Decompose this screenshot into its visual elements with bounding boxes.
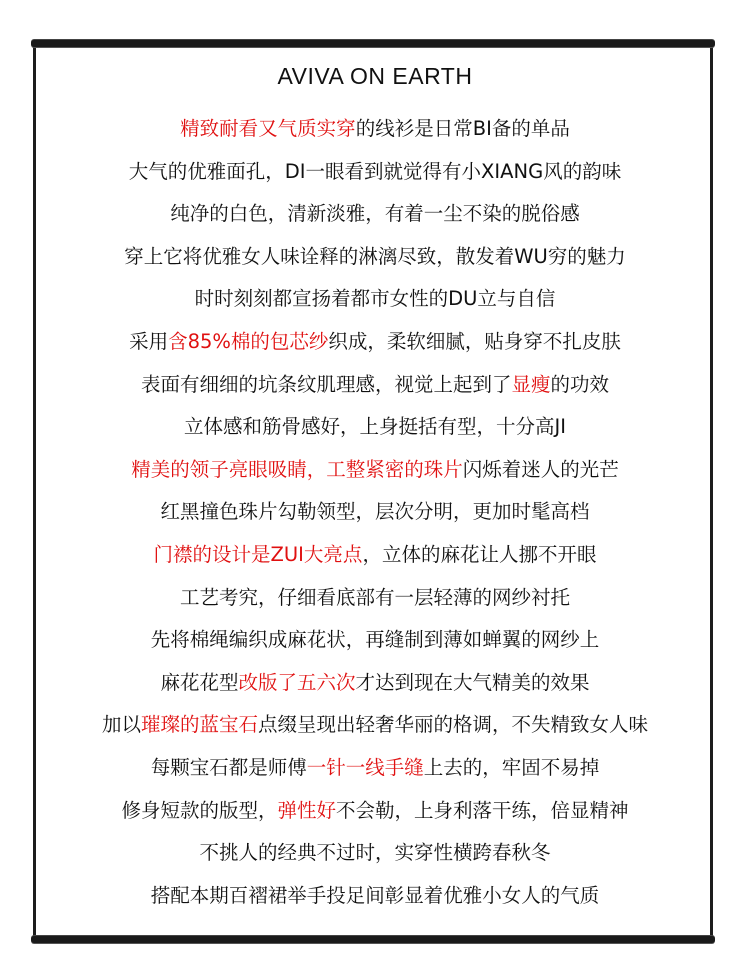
highlighted-text: 显瘦	[511, 372, 551, 396]
text-line	[0, 364, 750, 407]
highlighted-text: 一针一线手缝	[306, 755, 424, 779]
top-border-rule	[31, 40, 715, 47]
highlighted-text: 弹性好	[277, 798, 336, 822]
description-lines	[0, 108, 750, 917]
bottom-border-rule	[31, 936, 715, 943]
body-text: 上去的，牢固不易掉	[423, 755, 600, 779]
text-line	[0, 449, 750, 492]
text-line	[0, 108, 750, 151]
body-text: 立体感和筋骨感好，上身挺括有型，十分高JI	[183, 415, 566, 439]
body-text: 加以	[101, 713, 141, 737]
text-line	[0, 193, 750, 236]
body-text: 才达到现在大气精美的效果	[355, 670, 590, 694]
document-title: AVIVA ON EARTH	[277, 63, 473, 89]
highlighted-text: 璀璨的蓝宝石	[140, 713, 258, 737]
body-text: 修身短款的版型，	[121, 798, 278, 822]
body-text: 搭配本期百褶裙举手投足间彰显着优雅小女人的气质	[150, 883, 600, 907]
body-text: 麻花花型	[160, 670, 239, 694]
text-line	[0, 406, 750, 449]
text-line	[0, 832, 750, 875]
body-text: 织成，柔软细腻，贴身穿不扎皮肤	[328, 329, 621, 353]
text-line	[0, 321, 750, 364]
text-line	[0, 875, 750, 918]
body-text: 采用	[129, 329, 169, 353]
text-line	[0, 236, 750, 279]
text-line	[0, 534, 750, 577]
text-line	[0, 662, 750, 705]
body-text: 大气的优雅面孔，DI一眼看到就觉得有小XIANG风的韵味	[128, 159, 622, 183]
text-line	[0, 278, 750, 321]
body-text: ，立体的麻花让人挪不开眼	[362, 542, 597, 566]
text-line	[0, 151, 750, 194]
highlighted-text: 门襟的设计是ZUI大亮点	[153, 542, 363, 566]
text-line	[0, 577, 750, 620]
text-line	[0, 491, 750, 534]
body-text: 工艺考究，仔细看底部有一层轻薄的网纱衬托	[179, 585, 570, 609]
body-text: 每颗宝石都是师傅	[150, 755, 307, 779]
body-text: 穿上它将优雅女人味诠释的淋漓尽致，散发着WU穷的魅力	[124, 244, 626, 268]
highlighted-text: 改版了五六次	[238, 670, 356, 694]
text-line	[0, 704, 750, 747]
body-text: 表面有细细的坑条纹肌理感，视觉上起到了	[140, 372, 512, 396]
body-text: 时时刻刻都宣扬着都市女性的DU立与自信	[194, 287, 556, 311]
body-text: 闪烁着迷人的光芒	[462, 457, 619, 481]
body-text: 红黑撞色珠片勾勒领型，层次分明，更加时髦高档	[160, 500, 590, 524]
body-text: 不挑人的经典不过时，实穿性横跨春秋冬	[199, 841, 551, 865]
highlighted-text: 精美的领子亮眼吸睛，工整紧密的珠片	[131, 457, 463, 481]
body-text: 不会勒，上身利落干练，倍显精神	[336, 798, 629, 822]
text-line	[0, 790, 750, 833]
body-text: 点缀呈现出轻奢华丽的格调，不失精致女人味	[258, 713, 649, 737]
body-text: 先将棉绳编织成麻花状，再缝制到薄如蝉翼的网纱上	[150, 628, 600, 652]
body-text: 纯净的白色，清新淡雅，有着一尘不染的脱俗感	[170, 202, 580, 226]
body-text: 的功效	[550, 372, 610, 396]
text-line	[0, 747, 750, 790]
body-text: 的线衫是日常BI备的单品	[355, 117, 570, 140]
highlighted-text: 含85%棉的包芯纱	[168, 329, 329, 353]
text-line	[0, 619, 750, 662]
highlighted-text: 精致耐看又气质实穿	[180, 117, 356, 140]
